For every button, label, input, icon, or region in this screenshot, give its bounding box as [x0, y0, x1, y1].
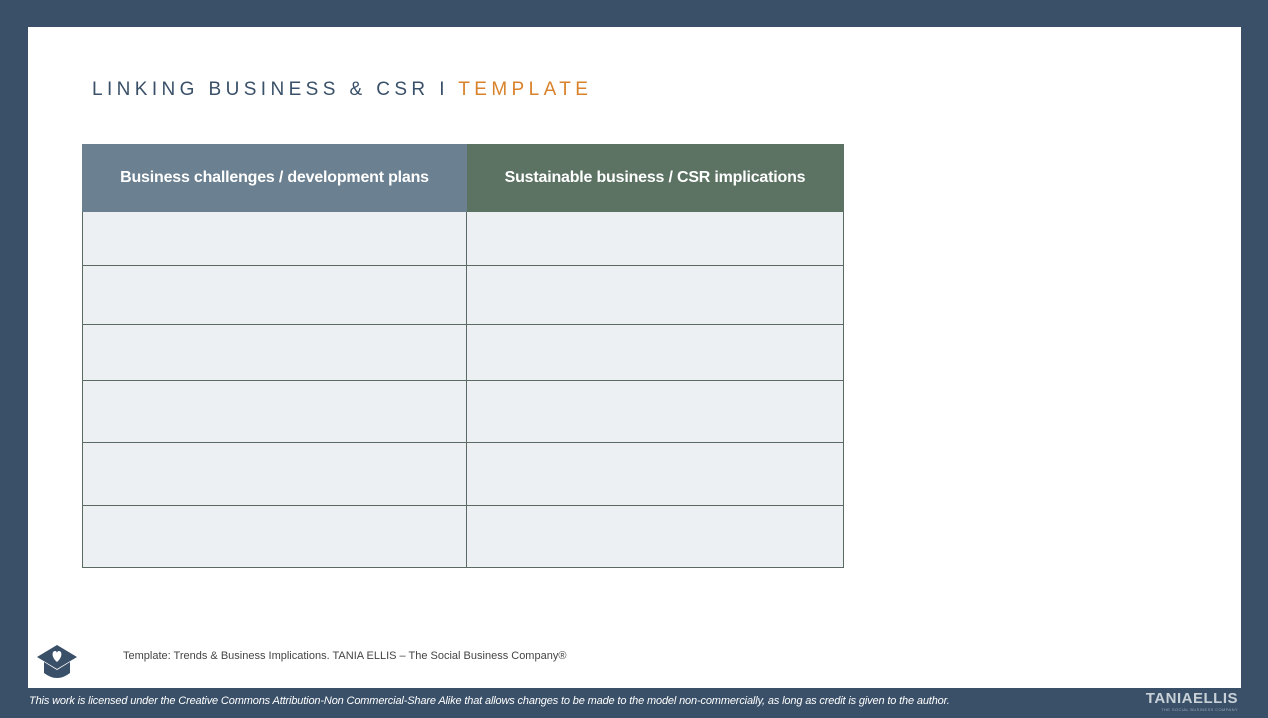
template-table	[82, 144, 844, 568]
table-cell[interactable]	[467, 506, 844, 568]
brand-name: TANIAELLIS	[1145, 690, 1238, 707]
graduation-cap-heart-icon	[35, 642, 79, 682]
table-cell[interactable]	[83, 266, 467, 325]
table-cell[interactable]	[467, 443, 844, 506]
table-cell[interactable]	[467, 325, 844, 381]
table-header-row	[83, 145, 844, 212]
header-csr-implications: Sustainable business / CSR implications	[467, 145, 844, 212]
table-cell[interactable]	[83, 506, 467, 568]
table-row	[83, 443, 844, 506]
title-main: LINKING BUSINESS & CSR I	[92, 79, 459, 100]
table-row	[83, 506, 844, 568]
page-title	[92, 79, 592, 101]
table-cell[interactable]	[467, 212, 844, 266]
title-accent: TEMPLATE	[458, 79, 593, 100]
brand-tagline: THE SOCIAL BUSINESS COMPANY	[1161, 707, 1238, 712]
header-business-challenges: Business challenges / development plans	[83, 145, 467, 212]
table-row	[83, 212, 844, 266]
table-row	[83, 266, 844, 325]
table-row	[83, 325, 844, 381]
table-cell[interactable]	[83, 443, 467, 506]
license-notice: This work is licensed under the Creative Commons Attribution-Non Commercial-Share Alike that allows changes to be made to the model non-commercially, as long as credit is given to the author.	[29, 695, 950, 707]
table-cell[interactable]	[83, 325, 467, 381]
brand-logo	[1146, 691, 1238, 712]
table-cell[interactable]	[83, 381, 467, 443]
table-cell[interactable]	[83, 212, 467, 266]
table-cell[interactable]	[467, 266, 844, 325]
slide	[28, 27, 1241, 688]
table-cell[interactable]	[467, 381, 844, 443]
footer-credit: Template: Trends & Business Implications. TANIA ELLIS – The Social Business Company®	[123, 650, 567, 662]
table-row	[83, 381, 844, 443]
